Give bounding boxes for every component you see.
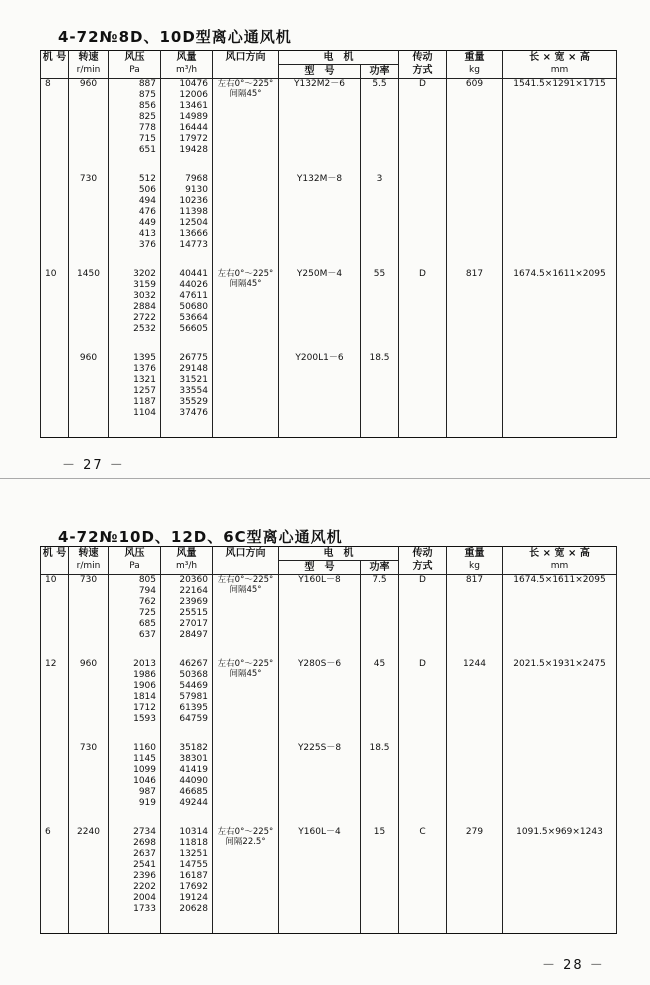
cell-pressure-line: 875: [138, 90, 156, 100]
cell-outlet-direction: [213, 575, 279, 660]
cell-flow-line: 27017: [179, 619, 208, 629]
cell-outlet-direction-line: 左右0°～225°: [217, 575, 274, 585]
cell-pressure-line: 2004: [133, 893, 156, 903]
cell-pressure-line: 506: [138, 185, 156, 195]
cell-motor-power-value: 7.5: [372, 575, 387, 585]
cell-pressure: [109, 575, 161, 660]
cell-pressure-line: 2884: [133, 302, 156, 312]
cell-weight-value: 279: [465, 827, 484, 837]
cell-machine-no: [41, 575, 69, 660]
cell-outlet-direction-line: 间隔45°: [229, 279, 262, 289]
header-machine-no: 机 号: [41, 547, 69, 575]
cell-pressure-line: 794: [138, 586, 156, 596]
cell-drive-value: D: [419, 659, 426, 669]
cell-motor-power: [361, 79, 399, 175]
cell-pressure-line: 1160: [133, 743, 156, 753]
header-drive: 传动 方式: [399, 51, 447, 79]
header-outlet-direction: 风口方向: [213, 51, 279, 79]
cell-outlet-direction: [213, 353, 279, 438]
cell-motor-power-value: 15: [373, 827, 386, 837]
header-weight: 重量 kg: [447, 547, 503, 575]
fan-spec-table: [40, 50, 617, 438]
cell-motor-power: [361, 269, 399, 353]
cell-pressure-line: 2396: [133, 871, 156, 881]
page-28: [0, 490, 650, 985]
header-speed: 转速 r/min: [69, 51, 109, 79]
cell-weight-value: 1244: [463, 659, 486, 669]
cell-dimensions-value: 1674.5×1611×2095: [513, 575, 606, 585]
cell-pressure-line: 651: [138, 145, 156, 155]
cell-weight: [447, 79, 503, 175]
cell-outlet-direction: [213, 659, 279, 743]
cell-outlet-direction: [213, 827, 279, 934]
cell-flow: [161, 353, 213, 438]
cell-machine-no: [41, 269, 69, 353]
cell-speed-value: 730: [79, 743, 98, 753]
cell-flow-line: 19124: [179, 893, 208, 903]
cell-outlet-direction: [213, 743, 279, 827]
cell-flow-line: 29148: [179, 364, 208, 374]
cell-motor-power-value: 45: [373, 659, 386, 669]
cell-flow: [161, 827, 213, 934]
header-flow: 风量 m³/h: [161, 547, 213, 575]
cell-drive: [399, 269, 447, 353]
cell-flow-line: 46685: [179, 787, 208, 797]
cell-motor-model: [279, 79, 361, 175]
cell-flow-line: 23969: [179, 597, 208, 607]
cell-motor-power-value: 18.5: [369, 743, 390, 753]
cell-flow-line: 10476: [179, 79, 208, 89]
cell-pressure-line: 987: [138, 787, 156, 797]
cell-pressure: [109, 269, 161, 353]
cell-pressure-line: 725: [138, 608, 156, 618]
cell-flow-line: 9130: [185, 185, 208, 195]
cell-pressure-line: 1046: [133, 776, 156, 786]
cell-dimensions: [503, 269, 617, 353]
cell-flow-line: 19428: [179, 145, 208, 155]
header-motor: 电 机: [279, 547, 399, 561]
cell-machine-no: [41, 659, 69, 743]
cell-dimensions: [503, 353, 617, 438]
cell-dimensions-value: 1674.5×1611×2095: [513, 269, 606, 279]
cell-outlet-direction: [213, 174, 279, 269]
cell-flow-line: 50368: [179, 670, 208, 680]
cell-speed-value: 960: [79, 353, 98, 363]
cell-flow-line: 22164: [179, 586, 208, 596]
header-motor-power: 功率: [361, 65, 399, 79]
cell-motor-power-value: 3: [376, 174, 383, 184]
cell-pressure-line: 413: [138, 229, 156, 239]
cell-flow-line: 11398: [179, 207, 208, 217]
cell-flow-line: 53664: [179, 313, 208, 323]
cell-pressure: [109, 743, 161, 827]
table-body: [41, 575, 617, 934]
cell-speed: [69, 659, 109, 743]
cell-pressure-line: 1321: [133, 375, 156, 385]
cell-weight: [447, 353, 503, 438]
cell-flow-line: 12504: [179, 218, 208, 228]
cell-pressure-line: 637: [138, 630, 156, 640]
cell-flow-line: 17972: [179, 134, 208, 144]
table-row: [41, 827, 617, 934]
cell-pressure: [109, 174, 161, 269]
cell-motor-power: [361, 353, 399, 438]
cell-flow-line: 57981: [179, 692, 208, 702]
cell-speed-value: 1450: [77, 269, 100, 279]
cell-flow-line: 35182: [179, 743, 208, 753]
cell-flow-line: 13461: [179, 101, 208, 111]
cell-pressure-line: 1712: [133, 703, 156, 713]
cell-motor-model: [279, 269, 361, 353]
cell-pressure-line: 2202: [133, 882, 156, 892]
cell-outlet-direction-line: 左右0°～225°: [217, 269, 274, 279]
cell-pressure-line: 2722: [133, 313, 156, 323]
cell-flow-line: 44026: [179, 280, 208, 290]
cell-motor-model: [279, 659, 361, 743]
cell-flow-line: 37476: [179, 408, 208, 418]
cell-flow-line: 16187: [179, 871, 208, 881]
header-pressure: 风压 Pa: [109, 547, 161, 575]
table-row: [41, 353, 617, 438]
header-outlet-direction: 风口方向: [213, 547, 279, 575]
header-flow: 风量 m³/h: [161, 51, 213, 79]
cell-dimensions: [503, 659, 617, 743]
cell-flow-line: 10314: [179, 827, 208, 837]
cell-flow-line: 33554: [179, 386, 208, 396]
cell-flow-line: 13251: [179, 849, 208, 859]
cell-pressure-line: 1733: [133, 904, 156, 914]
cell-pressure-line: 1814: [133, 692, 156, 702]
cell-motor-power: [361, 575, 399, 660]
table-row: [41, 269, 617, 353]
cell-weight: [447, 743, 503, 827]
cell-flow-line: 26775: [179, 353, 208, 363]
cell-flow-line: 64759: [179, 714, 208, 724]
cell-drive: [399, 659, 447, 743]
cell-pressure-line: 762: [138, 597, 156, 607]
cell-motor-model: [279, 743, 361, 827]
cell-flow-line: 54469: [179, 681, 208, 691]
cell-speed-value: 2240: [77, 827, 100, 837]
cell-drive-value: D: [419, 269, 426, 279]
cell-flow-line: 13666: [179, 229, 208, 239]
cell-flow-line: 46267: [179, 659, 208, 669]
cell-flow: [161, 659, 213, 743]
page-number: － 27 －: [62, 458, 125, 473]
cell-pressure-line: 1145: [133, 754, 156, 764]
cell-flow: [161, 575, 213, 660]
cell-motor-power: [361, 659, 399, 743]
cell-pressure-line: 1906: [133, 681, 156, 691]
cell-outlet-direction: [213, 79, 279, 175]
cell-pressure-line: 449: [138, 218, 156, 228]
cell-flow-line: 17692: [179, 882, 208, 892]
cell-machine-no: [41, 174, 69, 269]
cell-pressure: [109, 827, 161, 934]
cell-flow-line: 20360: [179, 575, 208, 585]
cell-pressure-line: 685: [138, 619, 156, 629]
cell-pressure: [109, 659, 161, 743]
cell-flow-line: 38301: [179, 754, 208, 764]
cell-motor-model-value: Y132M2－6: [294, 79, 345, 89]
cell-weight: [447, 575, 503, 660]
cell-dimensions-value: 2021.5×1931×2475: [513, 659, 606, 669]
cell-pressure-line: 887: [138, 79, 156, 89]
cell-speed-value: 960: [79, 659, 98, 669]
cell-motor-model: [279, 174, 361, 269]
cell-drive: [399, 827, 447, 934]
table-body: [41, 79, 617, 438]
cell-pressure-line: 715: [138, 134, 156, 144]
cell-motor-model-value: Y160L－4: [298, 827, 341, 837]
cell-motor-model-value: Y280S－6: [297, 659, 342, 669]
page-title: 4-72№10D、12D、6C型离心通风机: [58, 528, 343, 546]
table-row: [41, 659, 617, 743]
table-row: [41, 743, 617, 827]
header-speed: 转速 r/min: [69, 547, 109, 575]
cell-dimensions-value: 1091.5×969×1243: [516, 827, 603, 837]
cell-speed: [69, 575, 109, 660]
cell-pressure-line: 825: [138, 112, 156, 122]
header-motor: 电 机: [279, 51, 399, 65]
cell-machine-no-value: 10: [45, 575, 57, 585]
cell-dimensions-value: 1541.5×1291×1715: [513, 79, 606, 89]
cell-motor-power-value: 18.5: [369, 353, 390, 363]
cell-pressure-line: 2532: [133, 324, 156, 334]
cell-weight-value: 609: [465, 79, 484, 89]
header-motor-power: 功率: [361, 561, 399, 575]
cell-flow-line: 47611: [179, 291, 208, 301]
table-row: [41, 79, 617, 175]
cell-dimensions: [503, 827, 617, 934]
cell-weight: [447, 269, 503, 353]
cell-pressure-line: 2541: [133, 860, 156, 870]
cell-flow-line: 50680: [179, 302, 208, 312]
header-dimensions: 长 × 宽 × 高 mm: [503, 51, 617, 79]
cell-machine-no: [41, 743, 69, 827]
header-dimensions: 长 × 宽 × 高 mm: [503, 547, 617, 575]
cell-pressure-line: 805: [138, 575, 156, 585]
cell-speed: [69, 269, 109, 353]
table-row: [41, 575, 617, 660]
header-weight: 重量 kg: [447, 51, 503, 79]
cell-pressure: [109, 353, 161, 438]
cell-motor-power: [361, 743, 399, 827]
cell-pressure-line: 1099: [133, 765, 156, 775]
cell-outlet-direction-line: 左右0°～225°: [217, 659, 274, 669]
cell-drive: [399, 353, 447, 438]
cell-pressure-line: 1187: [133, 397, 156, 407]
cell-flow-line: 12006: [179, 90, 208, 100]
cell-pressure-line: 376: [138, 240, 156, 250]
cell-machine-no-value: 6: [45, 827, 51, 837]
cell-flow-line: 25515: [179, 608, 208, 618]
cell-machine-no: [41, 79, 69, 175]
header-motor-model: 型 号: [279, 561, 361, 575]
cell-pressure-line: 476: [138, 207, 156, 217]
cell-flow-line: 31521: [179, 375, 208, 385]
cell-drive-value: D: [419, 79, 426, 89]
cell-flow-line: 14989: [179, 112, 208, 122]
cell-motor-model: [279, 827, 361, 934]
cell-drive: [399, 79, 447, 175]
fan-spec-table: [40, 546, 617, 934]
cell-pressure-line: 2734: [133, 827, 156, 837]
cell-drive-value: C: [419, 827, 426, 837]
cell-machine-no: [41, 827, 69, 934]
cell-machine-no-value: 8: [45, 79, 51, 89]
cell-speed-value: 730: [79, 575, 98, 585]
cell-pressure-line: 2013: [133, 659, 156, 669]
cell-drive: [399, 174, 447, 269]
cell-motor-model-value: Y160L－8: [298, 575, 341, 585]
cell-pressure-line: 1257: [133, 386, 156, 396]
cell-speed: [69, 743, 109, 827]
cell-drive: [399, 575, 447, 660]
cell-flow-line: 40441: [179, 269, 208, 279]
cell-motor-power-value: 5.5: [372, 79, 387, 89]
cell-outlet-direction: [213, 269, 279, 353]
page-divider: [0, 478, 650, 479]
cell-flow-line: 61395: [179, 703, 208, 713]
cell-outlet-direction-line: 间隔45°: [229, 585, 262, 595]
cell-pressure-line: 3159: [133, 280, 156, 290]
cell-pressure-line: 3032: [133, 291, 156, 301]
cell-speed: [69, 79, 109, 175]
cell-pressure-line: 919: [138, 798, 156, 808]
cell-flow-line: 16444: [179, 123, 208, 133]
cell-flow-line: 28497: [179, 630, 208, 640]
table-row: [41, 174, 617, 269]
cell-motor-model-value: Y200L1－6: [295, 353, 344, 363]
cell-drive-value: D: [419, 575, 426, 585]
cell-flow-line: 44090: [179, 776, 208, 786]
cell-pressure-line: 778: [138, 123, 156, 133]
cell-outlet-direction-line: 间隔45°: [229, 89, 262, 99]
cell-flow-line: 10236: [179, 196, 208, 206]
cell-flow-line: 7968: [185, 174, 208, 184]
cell-outlet-direction-line: 左右0°～225°: [217, 827, 274, 837]
cell-dimensions: [503, 743, 617, 827]
header-machine-no: 机 号: [41, 51, 69, 79]
cell-pressure-line: 1395: [133, 353, 156, 363]
header-drive: 传动 方式: [399, 547, 447, 575]
cell-pressure-line: 1593: [133, 714, 156, 724]
cell-speed: [69, 174, 109, 269]
cell-speed-value: 730: [79, 174, 98, 184]
cell-flow: [161, 174, 213, 269]
cell-machine-no-value: 12: [45, 659, 57, 669]
cell-motor-model: [279, 575, 361, 660]
cell-motor-model-value: Y225S－8: [297, 743, 342, 753]
cell-outlet-direction-line: 间隔45°: [229, 669, 262, 679]
cell-weight: [447, 659, 503, 743]
cell-weight: [447, 174, 503, 269]
cell-motor-power-value: 55: [373, 269, 386, 279]
cell-motor-power: [361, 174, 399, 269]
page-title: 4-72№8D、10D型离心通风机: [58, 28, 292, 46]
cell-dimensions: [503, 174, 617, 269]
cell-pressure-line: 2637: [133, 849, 156, 859]
cell-pressure: [109, 79, 161, 175]
cell-pressure-line: 3202: [133, 269, 156, 279]
cell-pressure-line: 856: [138, 101, 156, 111]
cell-flow-line: 14773: [179, 240, 208, 250]
cell-outlet-direction-line: 间隔22.5°: [225, 837, 266, 847]
cell-weight-value: 817: [465, 575, 484, 585]
cell-pressure-line: 494: [138, 196, 156, 206]
cell-pressure-line: 512: [138, 174, 156, 184]
cell-drive: [399, 743, 447, 827]
cell-weight-value: 817: [465, 269, 484, 279]
cell-dimensions: [503, 575, 617, 660]
cell-pressure-line: 1986: [133, 670, 156, 680]
header-motor-model: 型 号: [279, 65, 361, 79]
cell-motor-model-value: Y250M－4: [296, 269, 343, 279]
page-27: [0, 0, 650, 490]
cell-motor-model: [279, 353, 361, 438]
cell-speed-value: 960: [79, 79, 98, 89]
cell-machine-no: [41, 353, 69, 438]
cell-outlet-direction-line: 左右0°～225°: [217, 79, 274, 89]
cell-weight: [447, 827, 503, 934]
cell-speed: [69, 353, 109, 438]
cell-pressure-line: 2698: [133, 838, 156, 848]
page-number: － 28 －: [542, 958, 605, 973]
cell-motor-model-value: Y132M－8: [296, 174, 343, 184]
cell-flow-line: 11818: [179, 838, 208, 848]
cell-dimensions: [503, 79, 617, 175]
cell-flow: [161, 743, 213, 827]
cell-flow-line: 35529: [179, 397, 208, 407]
cell-flow-line: 56605: [179, 324, 208, 334]
cell-motor-power: [361, 827, 399, 934]
header-pressure: 风压 Pa: [109, 51, 161, 79]
cell-pressure-line: 1104: [133, 408, 156, 418]
cell-flow: [161, 79, 213, 175]
cell-flow-line: 49244: [179, 798, 208, 808]
cell-flow-line: 20628: [179, 904, 208, 914]
cell-pressure-line: 1376: [133, 364, 156, 374]
cell-flow-line: 14755: [179, 860, 208, 870]
cell-speed: [69, 827, 109, 934]
cell-flow-line: 41419: [179, 765, 208, 775]
cell-machine-no-value: 10: [45, 269, 57, 279]
cell-flow: [161, 269, 213, 353]
